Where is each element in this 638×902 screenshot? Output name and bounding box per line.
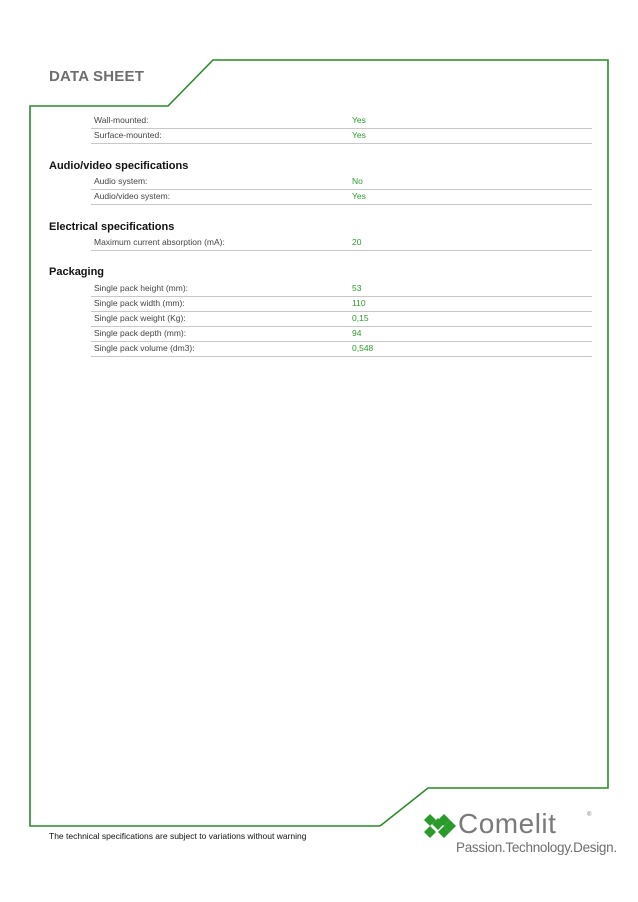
spec-value: 0,548 — [352, 343, 374, 353]
spec-row — [91, 282, 592, 297]
spec-row — [91, 114, 592, 129]
spec-label: Surface-mounted: — [94, 130, 162, 140]
spec-row — [91, 175, 592, 190]
spec-row — [91, 190, 592, 205]
spec-label: Single pack volume (dm3): — [94, 343, 195, 353]
section-title-packaging: Packaging — [49, 266, 105, 278]
spec-label: Single pack width (mm): — [94, 298, 185, 308]
logo-tagline: Passion.Technology.Design. — [456, 840, 617, 855]
spec-label: Single pack height (mm): — [94, 283, 189, 293]
registered-mark: ® — [587, 812, 592, 818]
spec-value: Yes — [352, 130, 366, 140]
comelit-mark-icon — [424, 814, 456, 838]
spec-row — [91, 129, 592, 144]
spec-value: 0,15 — [352, 313, 369, 323]
spec-label: Single pack weight (Kg): — [94, 313, 186, 323]
spec-label: Audio system: — [94, 176, 148, 186]
spec-row — [91, 342, 592, 357]
spec-label: Single pack depth (mm): — [94, 328, 187, 338]
spec-value: 20 — [352, 237, 362, 247]
section-title-electrical: Electrical specifications — [49, 221, 175, 233]
spec-value: No — [352, 176, 363, 186]
spec-value: 53 — [352, 283, 362, 293]
footer-disclaimer: The technical specifications are subject to variations without warning — [49, 831, 307, 841]
spec-value: Yes — [352, 115, 366, 125]
section-title-audio-video: Audio/video specifications — [49, 160, 189, 172]
spec-row — [91, 297, 592, 312]
spec-value: Yes — [352, 191, 366, 201]
spec-row — [91, 312, 592, 327]
spec-value: 94 — [352, 328, 362, 338]
spec-label: Maximum current absorption (mA): — [94, 237, 225, 247]
spec-row — [91, 236, 592, 251]
logo-wordmark: Comelit — [458, 808, 557, 839]
spec-row — [91, 327, 592, 342]
page-title: DATA SHEET — [49, 68, 145, 85]
spec-value: 110 — [352, 298, 366, 308]
spec-label: Audio/video system: — [94, 191, 171, 201]
spec-label: Wall-mounted: — [94, 115, 149, 125]
